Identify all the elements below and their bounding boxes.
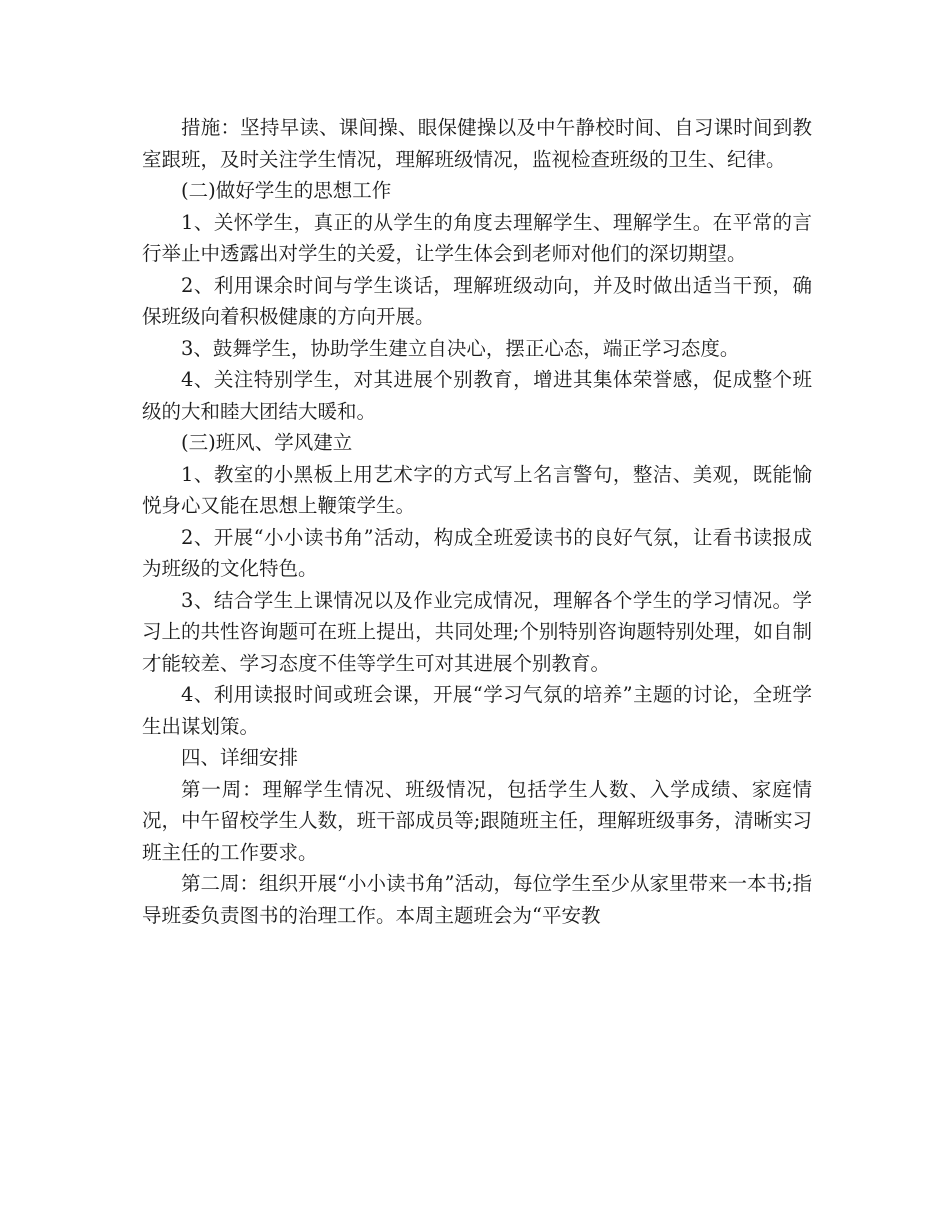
paragraph-talk-students: 2、利用课余时间与学生谈话，理解班级动向，并及时做出适当干预，确保班级向着积极健康的方向开展。 [142, 273, 812, 328]
paragraph-week-two: 第二周：组织开展“小小读书角”活动，每位学生至少从家里带来一本书;指导班委负责图书的治理工作。本周主题班会为“平安教 [142, 872, 813, 927]
paragraph-measures: 措施：坚持早读、课间操、眼保健操以及中午静校时间、自习课时间到教室跟班，及时关注学生情况，理解班级情况，监视检查班级的卫生、纪律。 [142, 116, 812, 171]
paragraph-week-one: 第一周：理解学生情况、班级情况，包括学生人数、入学成绩、家庭情况，中午留校学生人数，班干部成员等;跟随班主任，理解班级事务，清晰实习班主任的工作要求。 [142, 777, 812, 864]
heading-thought-work: (二)做好学生的思想工作 [181, 179, 392, 202]
paragraph-care-students: 1、关怀学生，真正的从学生的角度去理解学生、理解学生。在平常的言行举止中透露出对学生的关爱，让学生体会到老师对他们的深切期望。 [142, 210, 812, 265]
paragraph-blackboard: 1、教室的小黑板上用艺术字的方式写上名言警句，整洁、美观，既能愉悦身心又能在思想上鞭策学生。 [142, 462, 812, 517]
paragraph-class-meeting: 4、利用读报时间或班会课，开展“学习气氛的培养”主题的讨论，全班学生出谋划策。 [142, 683, 812, 738]
paragraph-special-students: 4、关注特别学生，对其进展个别教育，增进其集体荣誉感，促成整个班级的大和睦大团结大暖和。 [142, 368, 812, 423]
document-body [142, 112, 812, 931]
heading-class-style: (三)班风、学风建立 [181, 431, 353, 454]
paragraph-encourage-students: 3、鼓舞学生，协助学生建立自决心，摆正心态，端正学习态度。 [181, 336, 740, 360]
paragraph-study-situation: 3、结合学生上课情况以及作业完成情况，理解各个学生的学习情况。学习上的共性咨询题可在班上提出，共同处理;个别特别咨询题特别处理，如自制才能较差、学习态度不佳等学生可对其进展个别教育。 [142, 588, 812, 675]
paragraph-reading-corner: 2、开展“小小读书角”活动，构成全班爱读书的良好气氛，让看书读报成为班级的文化特色。 [142, 525, 812, 580]
heading-detailed-schedule: 四、详细安排 [181, 746, 299, 769]
